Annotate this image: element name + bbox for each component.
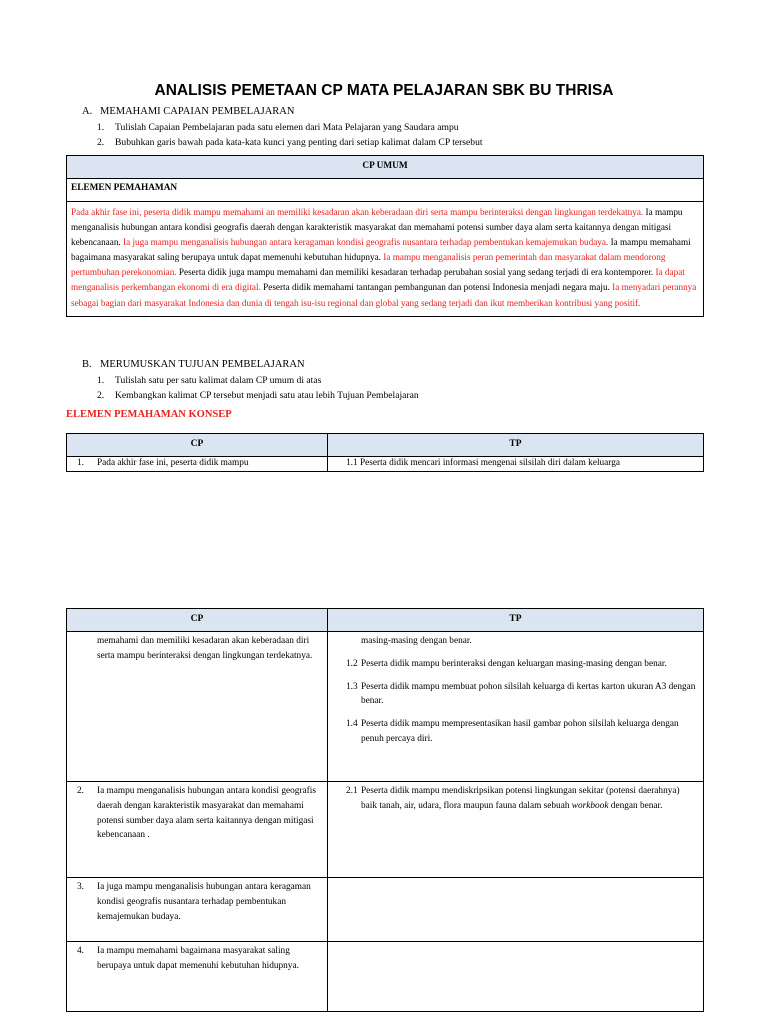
instruction-text: Bubuhkan garis bawah pada kata-kata kunci yang penting dari setiap kalimat dalam CP tersebut bbox=[115, 136, 483, 148]
tp-cell bbox=[328, 632, 704, 782]
tp-item bbox=[334, 657, 697, 672]
cp-sentence: Ia dapat menganalisis perkembangan ekonomi di era digital. bbox=[71, 267, 685, 293]
cp-sentence: Pada akhir fase ini, peserta didik mampu memahami an memiliki kesadaran akan keberadaan diri serta mampu berinteraksi dengan lingkungan terdekatnya. bbox=[71, 207, 644, 217]
tp-cell bbox=[328, 782, 704, 878]
cp-cell bbox=[67, 942, 328, 1012]
section-b-heading bbox=[82, 359, 305, 370]
cp-cell bbox=[67, 632, 328, 782]
cp-umum-table bbox=[66, 155, 704, 317]
konsep-heading: ELEMEN PEMAHAMAN KONSEP bbox=[66, 409, 232, 420]
instruction-number: 2. bbox=[97, 136, 105, 148]
column-header-tp: TP bbox=[328, 609, 704, 632]
cp-cell bbox=[67, 782, 328, 878]
instruction-item bbox=[97, 374, 419, 389]
cp-number: 1. bbox=[77, 458, 84, 468]
tp-text: Peserta didik mampu mendiskripsikan potensi lingkungan sekitar (potensi daerahnya) baik tanah, air, udara, flora maupun fauna dalam sebuah bbox=[361, 786, 680, 811]
tp-number: 1.2 bbox=[346, 658, 358, 669]
cp-sentence: Ia mampu menganalisis peran pemerintah dan masyarakat dalam mendorong pertumbuhan perekonomian. bbox=[71, 252, 666, 278]
cp-text: Ia mampu menganalisis hubungan antara kondisi geografis daerah dengan karakteristik masyarakat dan memahami potensi sumber daya alam serta kaitannya dengan mitigasi kebencanaan . bbox=[97, 786, 316, 841]
cp-umum-paragraph bbox=[67, 202, 704, 317]
cp-sentence: Peserta didik juga mampu memahami dan memiliki kesadaran terhadap perubahan sosial yang sedang terjadi di era kontemporer. bbox=[176, 267, 656, 278]
cp-cell bbox=[67, 457, 328, 472]
instruction-text: Tulislah satu per satu kalimat dalam CP umum di atas bbox=[115, 375, 322, 386]
section-a-label: A. bbox=[82, 106, 93, 117]
column-header-cp: CP bbox=[67, 434, 328, 457]
instruction-item bbox=[97, 136, 483, 151]
tp-continuation: masing-masing dengan benar. bbox=[361, 636, 472, 646]
cp-sentence: Ia juga mampu menganalisis hubungan antara keragaman kondisi geografis nusantara terhadap pembentukan kemajemukan budaya. bbox=[123, 237, 609, 248]
cp-sentence: Ia mampu memahami bagaimana masyarakat saling berupaya untuk dapat memenuhi kebutuhan hidupnya. bbox=[71, 237, 691, 263]
cp-umum-header: CP UMUM bbox=[67, 156, 704, 179]
tp-number: 1.4 bbox=[346, 719, 358, 730]
section-b-label: B. bbox=[82, 359, 92, 370]
tp-cell-empty bbox=[328, 878, 704, 942]
section-b-instructions bbox=[97, 374, 419, 403]
element-title: ELEMEN PEMAHAMAN bbox=[67, 179, 704, 202]
cp-tp-table-part1 bbox=[66, 433, 704, 472]
cp-text: Ia juga mampu menganalisis hubungan antara keragaman kondisi geografis nusantara terhadap pembentukan kemajemukan budaya. bbox=[97, 882, 311, 922]
tp-number: 2.1 bbox=[346, 786, 358, 796]
section-a-heading bbox=[82, 106, 294, 117]
instruction-item bbox=[97, 389, 419, 404]
table-row bbox=[67, 878, 704, 942]
cp-text: Ia mampu memahami bagaimana masyarakat saling berupaya untuk dapat memenuhi kebutuhan hidupnya. bbox=[97, 946, 299, 971]
tp-text: dengan benar. bbox=[608, 800, 663, 811]
cp-tp-table-part2 bbox=[66, 608, 704, 1012]
column-header-tp: TP bbox=[328, 434, 704, 457]
cp-number: 4. bbox=[77, 946, 84, 956]
cp-sentence: Peserta didik memahami tantangan pembangunan dan potensi Indonesia menjadi negara maju. bbox=[260, 282, 613, 293]
section-b-title: MERUMUSKAN TUJUAN PEMBELAJARAN bbox=[100, 359, 305, 370]
table-row bbox=[67, 942, 704, 1012]
tp-cell: 1.1 Peserta didik mencari informasi mengenai silsilah diri dalam keluarga bbox=[328, 457, 704, 472]
cp-cell bbox=[67, 878, 328, 942]
tp-item bbox=[334, 717, 697, 747]
cp-sentence: Ia mampu menganalisis hubungan antara kondisi geografis daerah dengan karakteristik masyarakat dan memahami potensi sumber daya alam serta kaitannya dengan mitigasi kebencanaan. bbox=[71, 207, 683, 248]
cp-sentence: Ia menyadari perannya sebagai bagian dari masyarakat Indonesia dan dunia di tengah isu-isu regional dan global yang sedang terjadi dan ikut memberikan kontribusi yang positif. bbox=[71, 282, 697, 308]
tp-text: Peserta didik mampu mempresentasikan hasil gambar pohon silsilah keluarga dengan penuh percaya diri. bbox=[361, 719, 679, 744]
column-header-cp: CP bbox=[67, 609, 328, 632]
table-row bbox=[67, 782, 704, 878]
instruction-number: 1. bbox=[97, 122, 105, 133]
section-a-instructions bbox=[97, 121, 483, 150]
instruction-item bbox=[97, 121, 483, 136]
tp-text-italic: workbook bbox=[571, 800, 609, 811]
cp-text: Pada akhir fase ini, peserta didik mampu bbox=[97, 458, 249, 468]
instruction-number: 2. bbox=[97, 389, 105, 401]
document-title: ANALISIS PEMETAAN CP MATA PELAJARAN SBK BU THRISA bbox=[154, 82, 614, 99]
section-a-title: MEMAHAMI CAPAIAN PEMBELAJARAN bbox=[100, 106, 295, 117]
instruction-text: Kembangkan kalimat CP tersebut menjadi satu atau lebih Tujuan Pembelajaran bbox=[115, 389, 419, 401]
instruction-number: 1. bbox=[97, 375, 105, 386]
tp-text: Peserta didik mampu membuat pohon silsilah keluarga di kertas karton ukuran A3 dengan benar. bbox=[361, 681, 696, 707]
cp-text: memahami dan memiliki kesadaran akan keberadaan diri serta mampu berinteraksi dengan lingkungan terdekatnya. bbox=[97, 636, 313, 661]
tp-number: 1.3 bbox=[346, 681, 358, 692]
tp-item bbox=[334, 680, 697, 710]
instruction-text: Tulislah Capaian Pembelajaran pada satu elemen dari Mata Pelajaran yang Saudara ampu bbox=[115, 122, 459, 133]
table-row bbox=[67, 632, 704, 782]
tp-item bbox=[334, 784, 697, 814]
tp-cell-empty bbox=[328, 942, 704, 1012]
tp-text: Peserta didik mampu berinteraksi dengan keluargan masing-masing dengan benar. bbox=[361, 658, 667, 669]
cp-number: 3. bbox=[77, 882, 84, 892]
cp-number: 2. bbox=[77, 786, 84, 796]
